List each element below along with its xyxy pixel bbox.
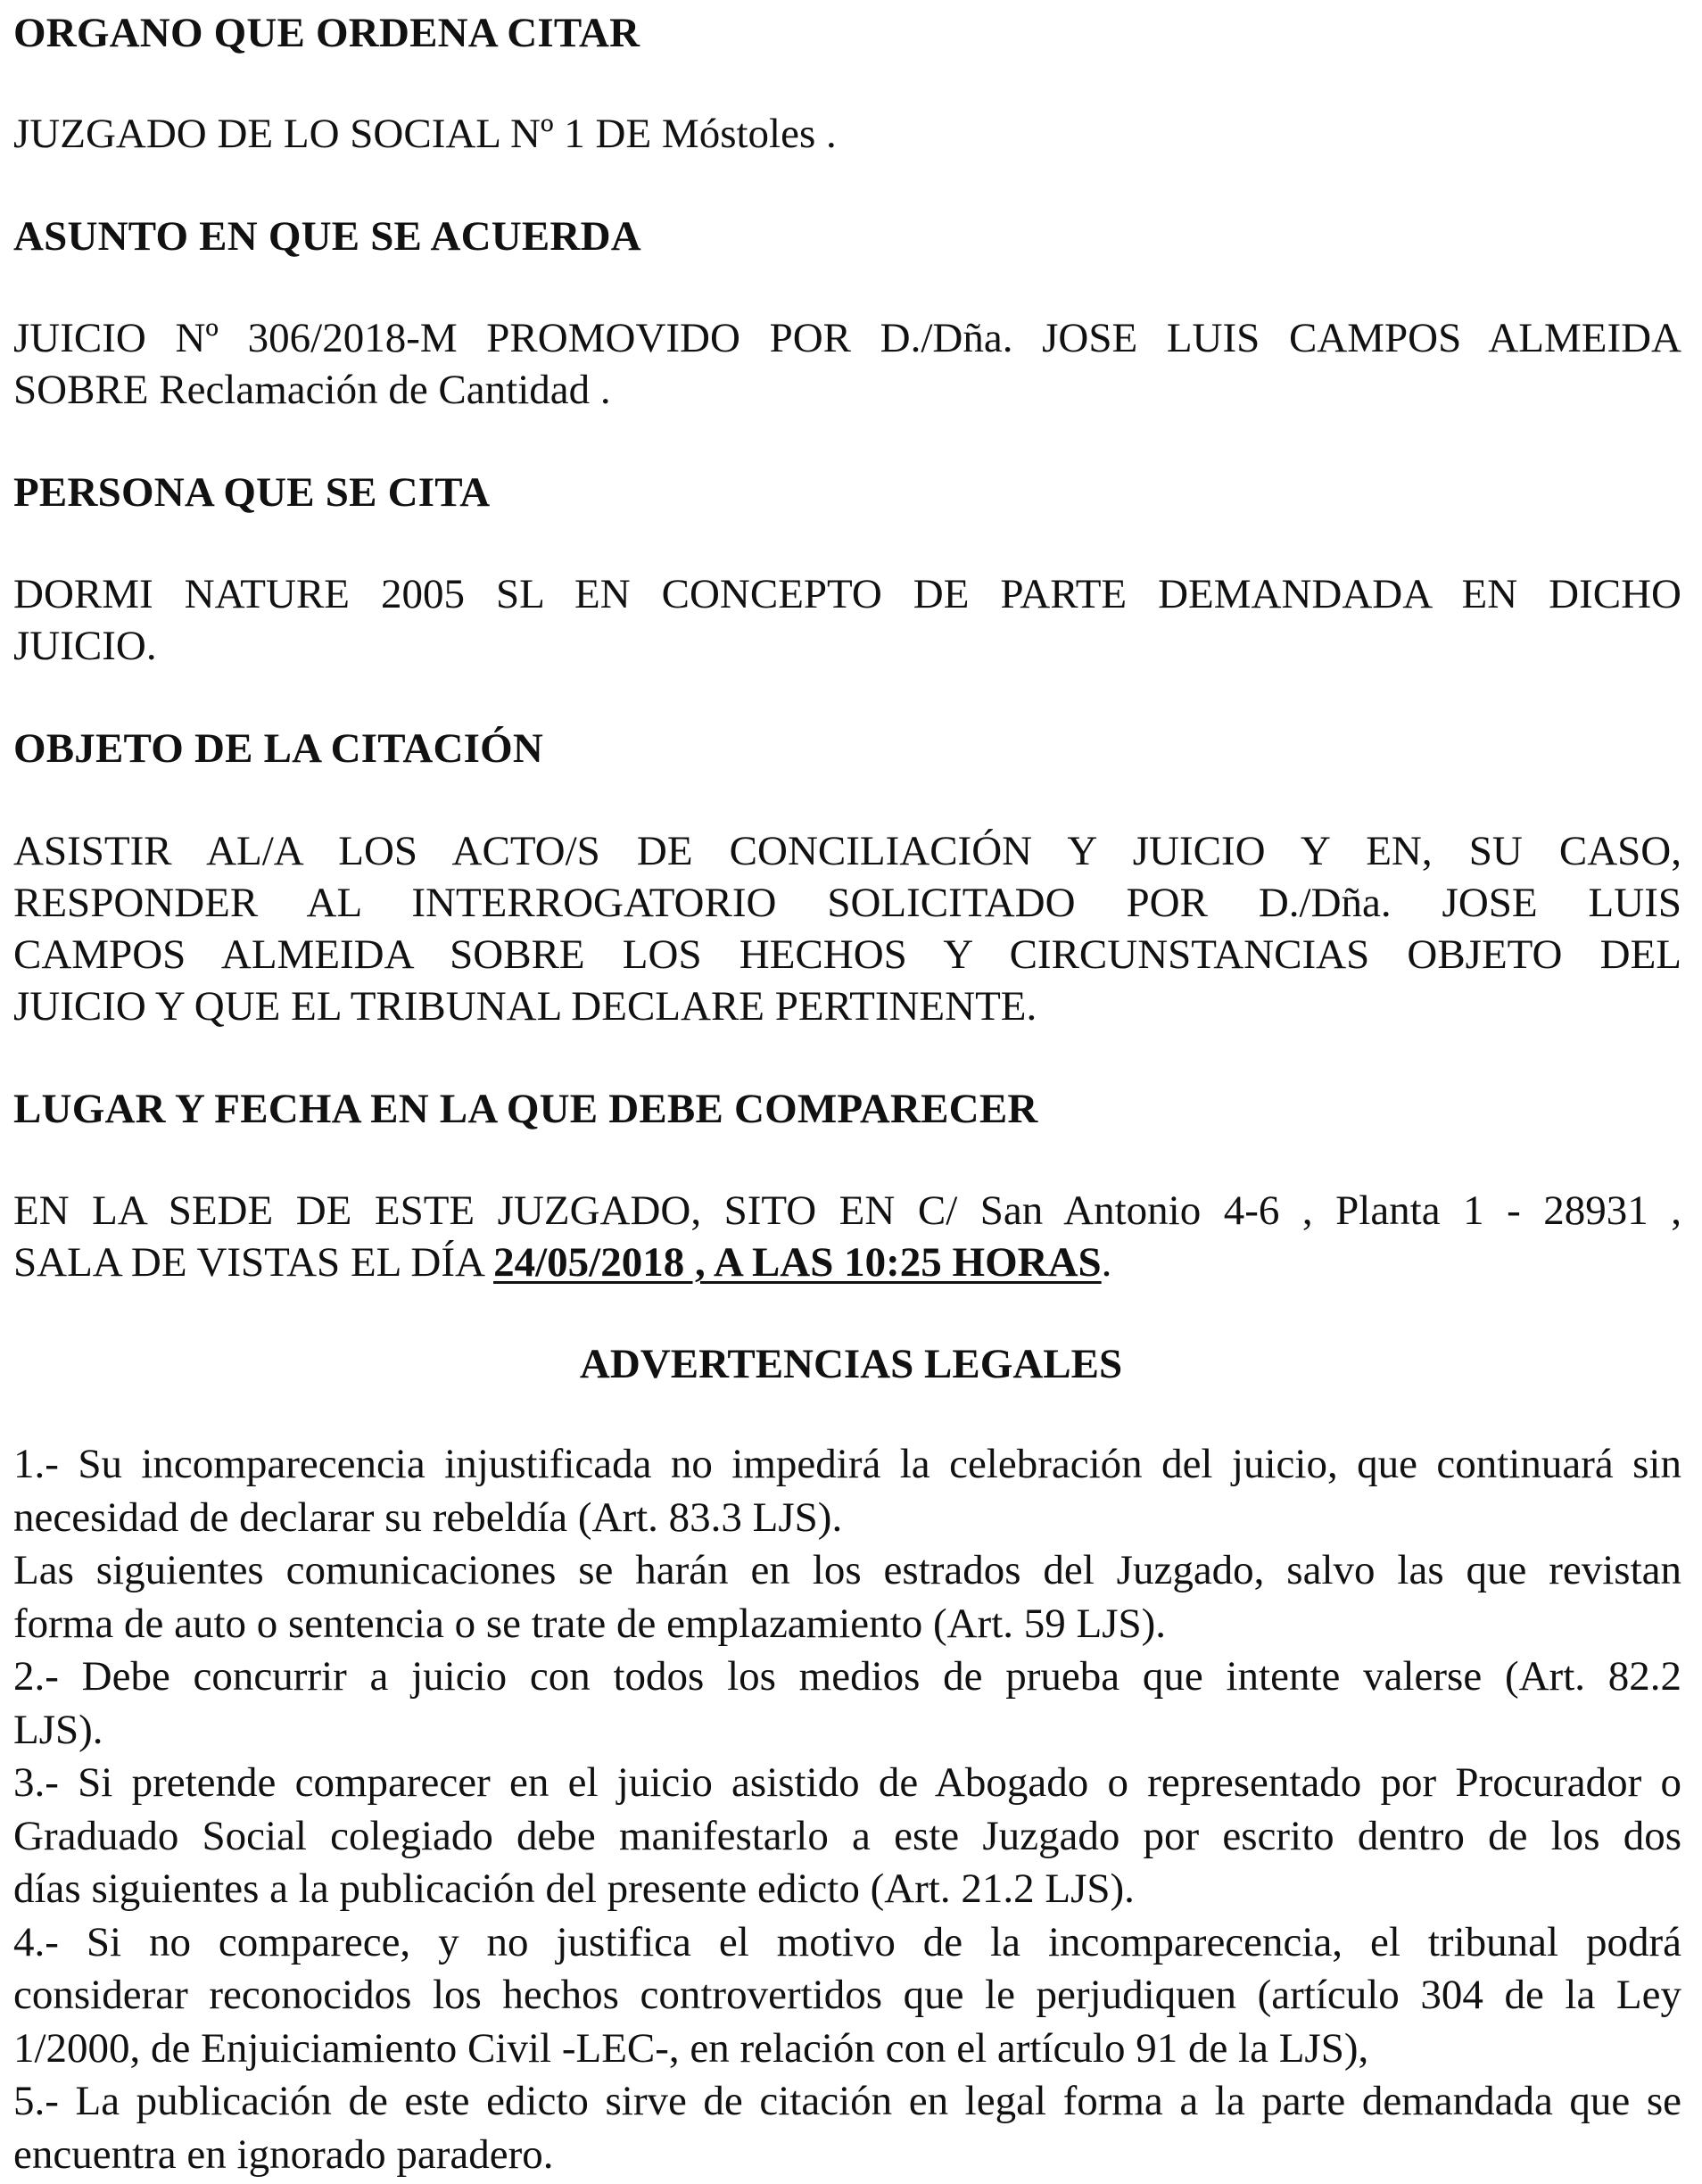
organo-text [13,108,1681,160]
persona-line-2: JUICIO. [13,623,157,669]
objeto-heading: OBJETO DE LA CITACIÓN [13,725,544,772]
persona-line-1: DORMI NATURE 2005 SL EN CONCEPTO DE PARTE DEMANDADA EN DICHO [13,571,1681,617]
objeto-line-4: JUICIO Y QUE EL TRIBUNAL DECLARE PERTINENTE. [13,983,1037,1030]
advertencia-line-4: forma de auto o sentencia o se trate de emplazamiento (Art. 59 LJS). [13,1600,1167,1647]
objeto-line-1: ASISTIR AL/A LOS ACTO/S DE CONCILIACIÓN Y JUICIO Y EN, SU CASO, [13,828,1681,874]
advertencia-line-6: LJS). [13,1706,103,1753]
asunto-text [13,312,1681,416]
persona-heading: PERSONA QUE SE CITA [13,469,491,516]
lugar-line-2 [13,1237,1681,1288]
advertencia-line-12: 1/2000, de Enjuiciamiento Civil -LEC-, en relación con el artículo 91 de la LJS), [13,2024,1369,2072]
asunto-heading: ASUNTO EN QUE SE ACUERDA [13,213,641,260]
asunto-line-1: JUICIO Nº 306/2018-M PROMOVIDO POR D./Dña. JOSE LUIS CAMPOS ALMEIDA [13,315,1681,361]
advertencia-line-7: 3.- Si pretende comparecer en el juicio asistido de Abogado o representado por Procurador o [13,1759,1681,1806]
organo-heading: ORGANO QUE ORDENA CITAR [13,10,640,56]
lugar-line-2-suffix: . [1101,1239,1112,1286]
advertencia-line-14: encuentra en ignorado paradero. [13,2130,554,2178]
advertencias-heading: ADVERTENCIAS LEGALES [579,1341,1123,1387]
advertencia-line-1: 1.- Su incomparecencia injustificada no impedirá la celebración del juicio, que continuará sin [13,1441,1681,1487]
advertencia-line-9: días siguientes a la publicación del presente edicto (Art. 21.2 LJS). [13,1866,1135,1912]
hearing-date-time: 24/05/2018 , A LAS 10:25 HORAS [493,1239,1102,1286]
lugar-text [13,1185,1681,1288]
persona-text [13,568,1681,672]
advertencia-line-13: 5.- La publicación de este edicto sirve de citación en legal forma a la parte demandada que se [13,2078,1681,2124]
lugar-line-1: EN LA SEDE DE ESTE JUZGADO, SITO EN C/ San Antonio 4-6 , Planta 1 - 28931 , [13,1187,1681,1234]
advertencia-line-5: 2.- Debe concurrir a juicio con todos los medios de prueba que intente valerse (Art. 82.2 [13,1653,1681,1700]
advertencia-line-8: Graduado Social colegiado debe manifestarlo a este Juzgado por escrito dentro de los dos [13,1812,1681,1859]
objeto-text [13,825,1681,1032]
advertencia-line-2: necesidad de declarar su rebeldía (Art. 83.3 LJS). [13,1493,843,1541]
objeto-line-2: RESPONDER AL INTERROGATORIO SOLICITADO POR D./Dña. JOSE LUIS [13,880,1681,926]
advertencia-line-10: 4.- Si no comparece, y no justifica el motivo de la incomparecencia, el tribunal podrá [13,1918,1681,1965]
organo-line: JUZGADO DE LO SOCIAL Nº 1 DE Móstoles . [13,111,837,157]
asunto-line-2: SOBRE Reclamación de Cantidad . [13,367,611,413]
objeto-line-3: CAMPOS ALMEIDA SOBRE LOS HECHOS Y CIRCUNSTANCIAS OBJETO DEL [13,931,1681,978]
advertencia-line-11: considerar reconocidos los hechos controvertidos que le perjudiquen (artículo 304 de la Ley [13,1972,1681,2018]
advertencia-line-3: Las siguientes comunicaciones se harán en los estrados del Juzgado, salvo las que revistan [13,1547,1681,1593]
lugar-line-2-prefix: SALA DE VISTAS EL DÍA [13,1239,494,1286]
lugar-heading: LUGAR Y FECHA EN LA QUE DEBE COMPARECER [13,1086,1038,1132]
advertencias-text [13,1438,1681,2181]
